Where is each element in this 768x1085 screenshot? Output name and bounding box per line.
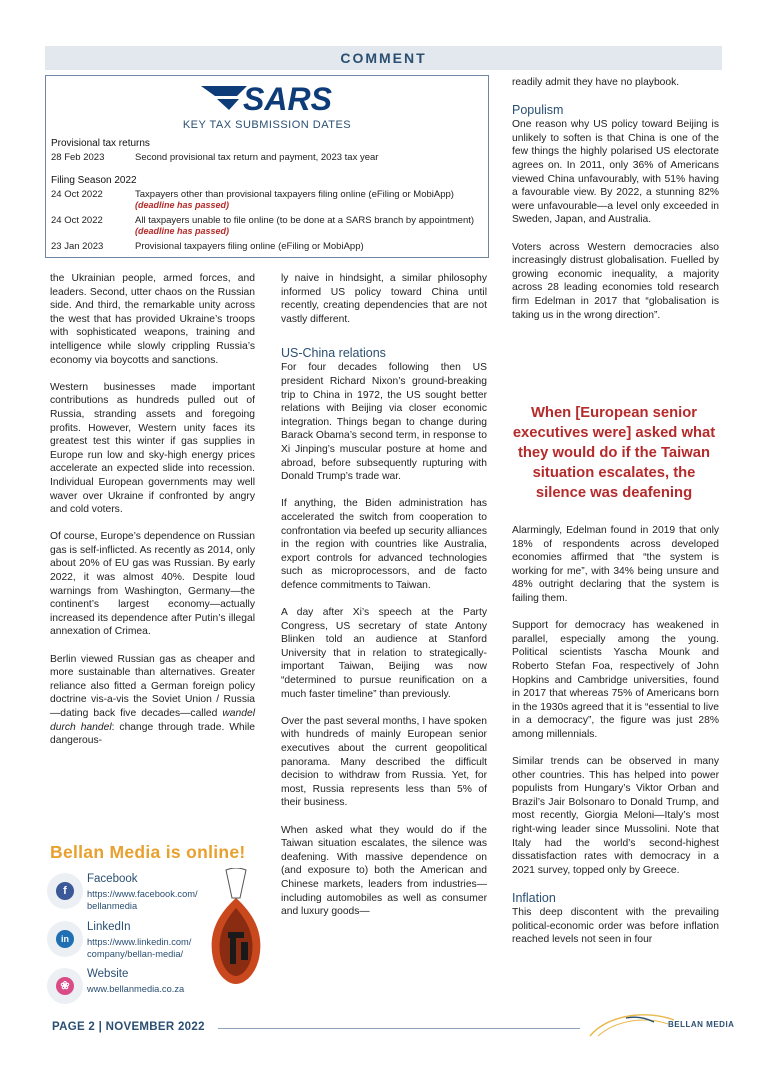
paragraph-text: : change through trade. While dangerous- bbox=[50, 721, 255, 747]
linkedin-label: LinkedIn bbox=[87, 921, 131, 933]
tax-desc bbox=[135, 189, 485, 210]
svg-text:SARS: SARS bbox=[243, 82, 332, 114]
section-heading: Inflation bbox=[512, 891, 556, 906]
paragraph: A day after Xi’s speech at the Party Congress, US secretary of state Antony Blinken told an audience at Stanford University that in relation to strategically-important Taiwan, Beijing was now “determined to pursue reunification on a much faster timeline” than previously. bbox=[281, 607, 487, 700]
paragraph: ly naive in hindsight, a similar philosophy informed US policy toward China until recently, creating dependencies that are not vastly different. bbox=[281, 273, 487, 325]
paragraph: When asked what they would do if the Taiwan situation escalates, the silence was deafening. With massive dependence on (and exposure to) both the American and Chinese markets, leaders from industries—including automobiles as well as consumer and luxury goods— bbox=[281, 824, 487, 918]
globe-icon: ❀ bbox=[47, 968, 83, 1004]
deadline-note: (deadline has passed) bbox=[135, 226, 230, 236]
linkedin-link[interactable] bbox=[47, 921, 212, 961]
paragraph: Western businesses made important contributions as hundreds pulled out of Russia, stranding assets and foregoing profits. However, Western unity faces its greatest test this winter if gas supplies in Europe run low and sky-high energy prices accelerate an expected slide into recession. Individual European governments may well waver over Ukraine if confronted by angry and cold voters. bbox=[50, 381, 255, 516]
page-footer-label: PAGE 2 | NOVEMBER 2022 bbox=[52, 1021, 205, 1033]
pull-quote: When [European senior executives were] asked what they would do if the Taiwan situation escalates, the silence was deafening bbox=[512, 405, 716, 501]
facebook-url[interactable]: https://www.facebook.com/ bellanmedia bbox=[87, 889, 198, 911]
emphasis-text: wandel durch handel bbox=[50, 708, 255, 733]
paragraph: Alarmingly, Edelman found in 2019 that only 18% of respondents across developed economies affirmed that “the system is working for me”, with 34% being unsure and 48% outright declaring that the system is failing them. bbox=[512, 525, 719, 604]
paragraph: Of course, Europe’s dependence on Russian gas is self-inflicted. As recently as 2014, only about 20% of EU gas was Russian. By early 2022, it was almost 40%. Despite loud warnings from Washington, Germany—the continent’s largest economy—actually increased its dependence after Putin’s illegal annexation of Crimea. bbox=[50, 531, 255, 638]
tax-desc-text: Taxpayers other than provisional taxpayers filing online (eFiling or MobiApp) bbox=[135, 189, 454, 200]
tax-desc: Second provisional tax return and payment, 2023 tax year bbox=[135, 152, 379, 163]
article-column-3-bottom bbox=[512, 524, 719, 960]
footer-divider bbox=[218, 1028, 580, 1029]
section-heading: US-China relations bbox=[281, 346, 386, 361]
paragraph-text: Berlin viewed Russian gas as cheaper and more sustainable than alternatives. Greater reliance also fitted a German foreign policy doctrine vis-a-vis the Soviet Union / Russia—dating back five decades—called bbox=[50, 653, 255, 719]
article-column-2 bbox=[281, 272, 487, 932]
article-column-3-top bbox=[512, 76, 719, 336]
paragraph: One reason why US policy toward Beijing is unlikely to soften is that China is one of the few things the highly polarised US electorate agrees on. In 2011, only 36% of Americans viewed China unfavourably, with 51% having a favourable view. By 2022, a stunning 82% were unfavourable—a level only exceeded in Sweden, Japan, and Australia. bbox=[512, 119, 719, 226]
website-url[interactable]: www.bellanmedia.co.za bbox=[87, 984, 185, 994]
paragraph: Support for democracy has weakened in parallel, especially among the young. Political scientists Yascha Mounk and Roberto Stefan Foa, respectively of John Hopkins and Cambridge universities, found in 2017 that whereas 75% of Americans born in the 1930s agreed that it is “essential to live in a democracy”, the figure was just 28% among millennials. bbox=[512, 620, 719, 740]
paragraph: If anything, the Biden administration has accelerated the switch from cooperation to confrontation via beefed up security alliances in the region with countries like Australia, export controls for advanced technologies such as microprocessors, and de facto defence commitments to Taiwan. bbox=[281, 498, 487, 591]
facebook-icon: f bbox=[47, 873, 83, 909]
paragraph: readily admit they have no playbook. bbox=[512, 77, 680, 88]
tax-desc: Provisional taxpayers filing online (eFiling or MobiApp) bbox=[135, 241, 364, 252]
sars-box-title: KEY TAX SUBMISSION DATES bbox=[182, 119, 352, 131]
section-header: COMMENT bbox=[45, 46, 722, 70]
tax-desc-text: All taxpayers unable to file online (to be done at a SARS branch by appointment) bbox=[135, 215, 475, 226]
tax-date: 24 Oct 2022 bbox=[51, 215, 103, 226]
linkedin-url[interactable]: https://www.linkedin.com/ company/bellan-media/ bbox=[87, 937, 192, 959]
tax-date: 28 Feb 2023 bbox=[51, 152, 105, 163]
paragraph: the Ukrainian people, armed forces, and leaders. Second, utter chaos on the Russian side. And third, the remarkable unity across the west that has provided Ukraine’s troops with sophisticated weapons, training and intelligence while slowly crippling Russia’s economy via boycotts and sanctions. bbox=[50, 273, 255, 366]
paragraph: Similar trends can be observed in many other countries. This has helped into power populists from Hungary’s Viktor Orban and Brazil’s Jair Bolsonaro to Donald Trump, and most recently, Giorgia Meloni—Italy’s most right-wing leader since Mussolini. Note that Italy had the world’s second-highest dissatisfaction rates with democracy in a 2021 survey, topped only by Greece. bbox=[512, 756, 719, 876]
linkedin-icon: in bbox=[47, 921, 83, 957]
facebook-label: Facebook bbox=[87, 873, 138, 885]
paragraph: For four decades following then US president Richard Nixon’s ground-breaking trip to China in 1972, the US sought better relations with Beijing via closer economic integration. Things began to change during Barack Obama’s second term, in response to Xi Jinping’s muscular posture at home and abroad, before subsequently rupturing with Donald Trump’s trade war. bbox=[281, 362, 487, 483]
section-heading: Populism bbox=[512, 103, 564, 118]
paragraph: Voters across Western democracies also increasingly distrust globalisation. Fuelled by growing economic inequality, a majority across 28 leading economies told research firm Edelman in 2017 that “globalisation is taking us in the wrong direction”. bbox=[512, 241, 719, 321]
tax-desc bbox=[135, 215, 485, 236]
bellan-online-heading: Bellan Media is online! bbox=[50, 842, 246, 862]
tax-date: 24 Oct 2022 bbox=[51, 189, 103, 200]
paragraph: Over the past several months, I have spoken with hundreds of mainly European senior executives about the current geopolitical panorama. Many described the difficult decision to withdraw from Russia. Yet, for most, Russia represents less than 5% of their business. bbox=[281, 715, 487, 809]
sars-logo bbox=[201, 82, 336, 114]
provisional-heading: Provisional tax returns bbox=[51, 138, 150, 149]
paragraph bbox=[50, 653, 255, 748]
filing-season-heading: Filing Season 2022 bbox=[51, 175, 137, 186]
article-column-1 bbox=[50, 272, 255, 761]
website-label: Website bbox=[87, 968, 129, 980]
pendant-image bbox=[208, 868, 264, 986]
footer-logo-text: BELLAN MEDIA bbox=[668, 1020, 735, 1029]
website-link[interactable] bbox=[47, 968, 212, 1008]
deadline-note: (deadline has passed) bbox=[135, 200, 230, 210]
facebook-link[interactable] bbox=[47, 873, 212, 913]
tax-date: 23 Jan 2023 bbox=[51, 241, 104, 252]
sars-tax-dates-box bbox=[45, 75, 489, 258]
paragraph: This deep discontent with the prevailing political-economic order was before inflation reached levels not seen in four bbox=[512, 907, 719, 946]
